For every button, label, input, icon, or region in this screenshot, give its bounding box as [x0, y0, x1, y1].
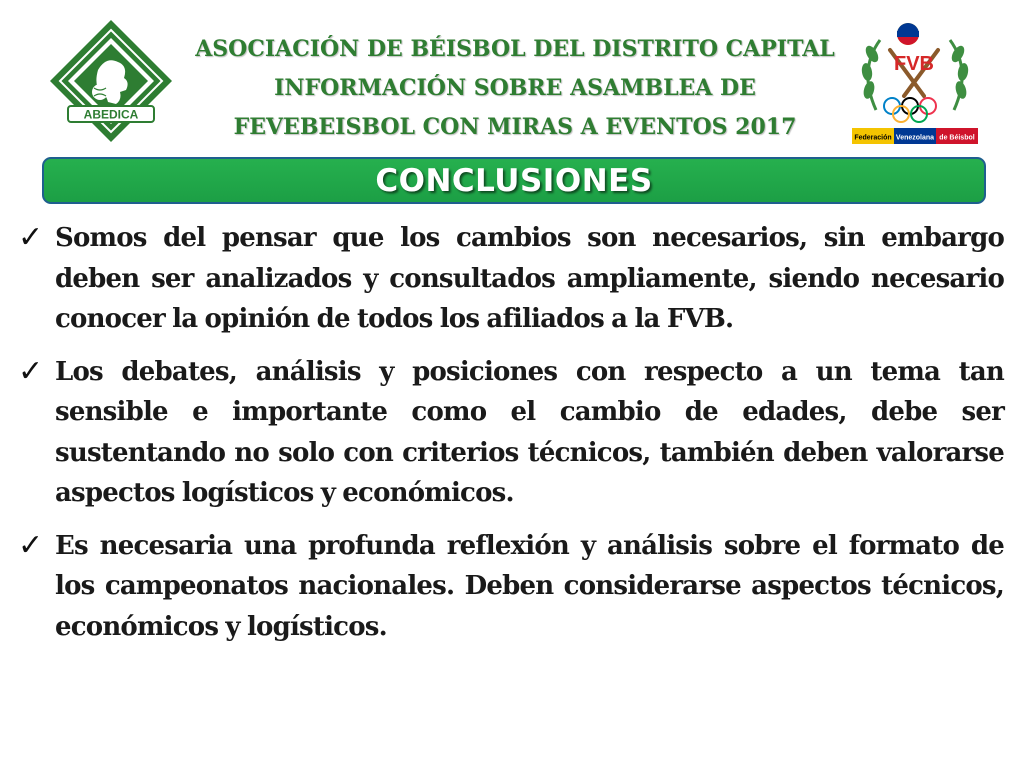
list-item-text: Es necesaria una profunda reflexión y análisis sobre el formato de los campeonatos nacionales. Deben considerarse aspectos técnicos, económicos y logísticos.: [55, 530, 1004, 642]
conclusiones-banner: [42, 157, 986, 204]
fvb-label: FVB: [894, 53, 934, 75]
fvb-ribbon-right: de Béisbol: [939, 134, 975, 142]
list-item: [18, 218, 1004, 340]
list-item: [18, 352, 1004, 514]
list-item-text: Los debates, análisis y posiciones con respecto a un tema tan sensible e importante como el cambio de edades, debe ser sustentando no solo con criterios técnicos, también deben valorarse aspectos logísticos y económicos.: [55, 356, 1004, 508]
header-line-3: FEVEBEISBOL CON MIRAS A EVENTOS 2017: [233, 114, 797, 140]
abedica-logo: [48, 18, 174, 144]
checkmark-icon: ✓: [18, 220, 44, 255]
conclusions-list: [18, 218, 1004, 659]
abedica-diamond-icon: [48, 18, 174, 144]
header-line-1: ASOCIACIÓN DE BÉISBOL DEL DISTRITO CAPITAL: [195, 36, 835, 62]
checkmark-icon: ✓: [18, 527, 44, 563]
page-header: [185, 30, 845, 147]
abedica-label: ABEDICA: [83, 107, 139, 122]
list-item-text: Somos del pensar que los cambios son necesarios, sin embargo deben ser analizados y consultados ampliamente, siendo necesario conocer la opinión de todos los afiliados a la FVB.: [55, 223, 1004, 334]
fvb-logo: [850, 20, 980, 148]
fvb-ribbon-mid: Venezolana: [895, 134, 935, 142]
fvb-ribbon-left: Federación: [854, 134, 892, 142]
fvb-emblem-icon: [850, 20, 980, 148]
checkmark-icon: ✓: [18, 353, 44, 389]
banner-title: CONCLUSIONES: [375, 162, 653, 199]
list-item: [18, 526, 1004, 648]
header-line-2: INFORMACIÓN SOBRE ASAMBLEA DE: [274, 75, 756, 101]
